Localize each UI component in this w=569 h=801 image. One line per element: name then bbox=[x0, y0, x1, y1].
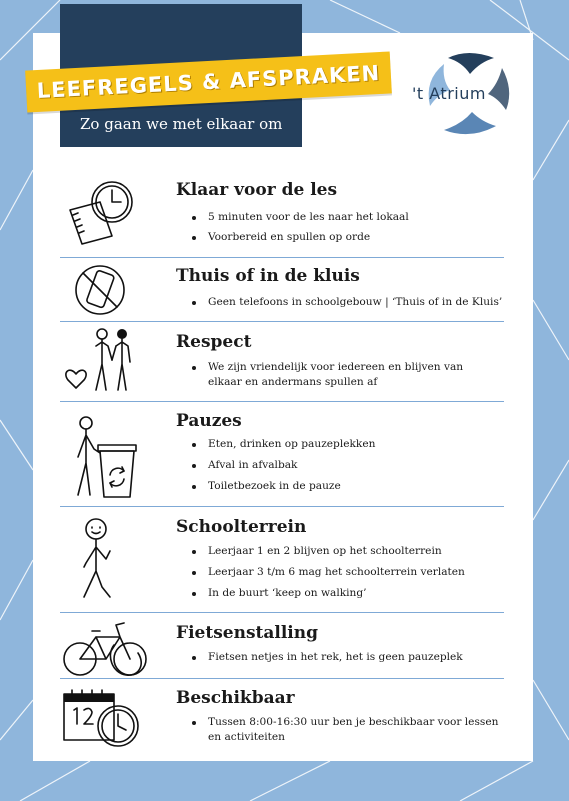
people-heart-icon bbox=[60, 326, 140, 396]
bullet-list bbox=[192, 210, 409, 245]
list-item: Leerjaar 3 t/m 6 mag het schoolterrein verlaten bbox=[192, 565, 465, 580]
person-recycle-bin-icon bbox=[60, 413, 140, 499]
section-thuis-of-in-de-kluis bbox=[60, 266, 504, 318]
divider bbox=[60, 506, 504, 507]
list-item: Geen telefoons in schoolgebouw | ‘Thuis of in de Kluis’ bbox=[192, 295, 502, 310]
list-item: In de buurt ‘keep on walking’ bbox=[192, 586, 465, 601]
list-item: Voorbereid en spullen op orde bbox=[192, 230, 409, 245]
section-klaar-voor-de-les bbox=[60, 180, 504, 252]
bicycle-lock-icon bbox=[60, 615, 150, 681]
page-title: LEEFREGELS & AFSPRAKEN bbox=[36, 61, 381, 103]
divider bbox=[60, 257, 504, 258]
bullet-list bbox=[192, 295, 502, 310]
logo-text: 't Atrium bbox=[412, 84, 486, 103]
bullet-list bbox=[192, 437, 375, 494]
divider bbox=[60, 612, 504, 613]
list-item: Leerjaar 1 en 2 blijven op het schoolterrein bbox=[192, 544, 465, 559]
list-item: Afval in afvalbak bbox=[192, 458, 375, 473]
divider bbox=[60, 321, 504, 322]
section-title: Schoolterrein bbox=[176, 517, 307, 537]
section-title: Pauzes bbox=[176, 411, 242, 431]
list-item: Fietsen netjes in het rek, het is geen pauzeplek bbox=[192, 650, 463, 665]
section-title: Thuis of in de kluis bbox=[176, 266, 360, 286]
list-item: Tussen 8:00-16:30 uur ben je beschikbaar voor lessen en activiteiten bbox=[192, 715, 502, 745]
divider bbox=[60, 401, 504, 402]
section-title: Beschikbaar bbox=[176, 688, 295, 708]
list-item: We zijn vriendelijk voor iedereen en blijven van elkaar en andermans spullen af bbox=[192, 360, 472, 390]
bullet-list bbox=[192, 360, 472, 390]
page-subtitle: Zo gaan we met elkaar om bbox=[80, 115, 283, 133]
bullet-list bbox=[192, 544, 465, 601]
section-beschikbaar bbox=[60, 688, 504, 752]
section-title: Respect bbox=[176, 332, 252, 352]
divider bbox=[60, 678, 504, 679]
section-fietsenstalling bbox=[60, 623, 504, 675]
section-respect bbox=[60, 332, 504, 396]
walking-person-icon bbox=[60, 517, 140, 603]
section-title: Fietsenstalling bbox=[176, 623, 319, 643]
bullet-list bbox=[192, 650, 463, 665]
section-schoolterrein bbox=[60, 517, 504, 607]
no-phone-icon bbox=[60, 264, 140, 320]
section-pauzes bbox=[60, 411, 504, 501]
clock-notebook-icon bbox=[60, 180, 140, 250]
list-item: Eten, drinken op pauzeplekken bbox=[192, 437, 375, 452]
list-item: 5 minuten voor de les naar het lokaal bbox=[192, 210, 409, 225]
list-item: Toiletbezoek in de pauze bbox=[192, 479, 375, 494]
bullet-list bbox=[192, 715, 502, 745]
section-title: Klaar voor de les bbox=[176, 180, 338, 200]
calendar-clock-icon bbox=[60, 686, 146, 752]
